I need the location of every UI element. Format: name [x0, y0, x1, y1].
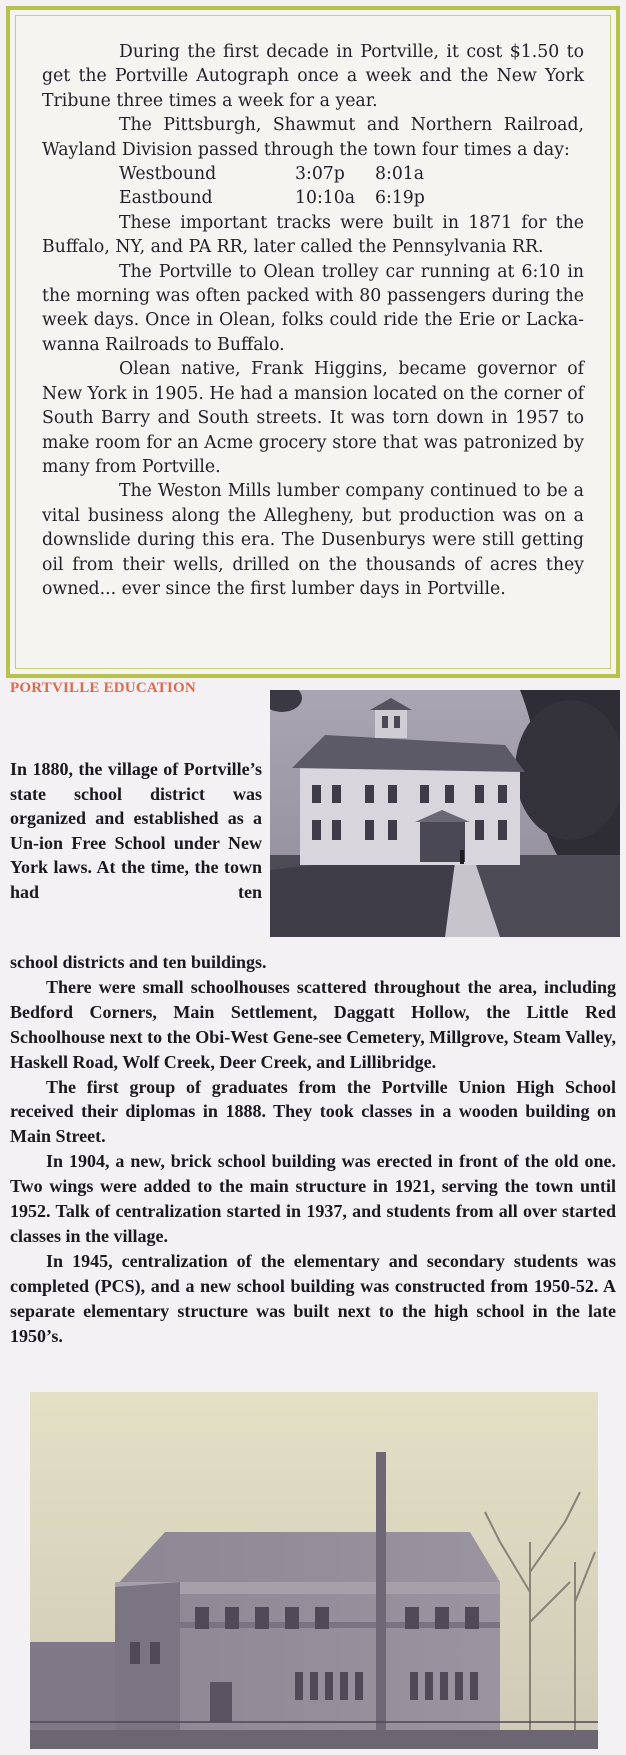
schedule-time: 8:01a — [375, 164, 425, 185]
education-lead-text: In 1880, the village of Portville’s state school district was organized and established as a Un-ion Free School under New York laws. At the time, the town had ten — [10, 759, 262, 902]
schoolhouse-illustration — [270, 690, 620, 937]
brick-school-illustration — [30, 1392, 598, 1749]
schedule-direction: Eastbound — [119, 188, 213, 209]
paragraph-schoolhouses: There were small schoolhouses scattered throughout the area, including Bedford Corners, Main Settlement, Daggatt Hollow, the Little Red Schoolhouse next to the Obi-West Gene-see Cemetery, Millgrove, Steam Valley, Haskell Road, Wolf Creek, Deer Creek, and Lillibridge. — [10, 976, 616, 1072]
paragraph-tracks: These important tracks were built in 1871 for the Buffalo, NY, and PA RR, later called the Pennsylvania RR. — [42, 212, 584, 258]
paragraph-centralization: In 1945, centralization of the elementary and secondary students was completed (PCS), and a new school building was constructed from 1950-52. A separate elementary structure was built next to the high school in the late 1950’s. — [10, 1250, 616, 1346]
paragraph-railroad: The Pittsburgh, Shawmut and Northern Railroad, Wayland Division passed through the town four times a day: — [42, 115, 584, 160]
section-title: PORTVILLE EDUCATION — [10, 680, 196, 696]
train-schedule — [42, 162, 584, 211]
paragraph-lumber: The Weston Mills lumber company continued to be a vital business along the Allegheny, but production was on a downslide during this era. The Dusenburys were still getting oil from their wells, drilled on the thousands of acres they owned... ever since the first lumber days in Portville. — [42, 481, 584, 599]
old-schoolhouse-photo — [270, 690, 620, 937]
paragraph-brick-building: In 1904, a new, brick school building was erected in front of the old one. Two wings were added to the main structure in 1921, serving the town until 1952. Talk of centralization started in 1937, and students from all over started classes in the village. — [10, 1151, 616, 1246]
schedule-time: 3:07p — [295, 164, 345, 185]
schedule-direction: Westbound — [119, 164, 217, 185]
paragraph-newspaper-cost: During the first decade in Portville, it cost $1.50 to get the Portville Autograph once a week and the New York Tribune three times a week for a year. — [42, 42, 584, 111]
schedule-time: 10:10a — [295, 188, 356, 209]
education-lead-continuation: school districts and ten buildings. — [10, 952, 267, 972]
brick-school-photo — [30, 1392, 598, 1749]
paragraph-trolley: The Portville to Olean trolley car running at 6:10 in the morning was often packed with 80 passengers during the week days. Once in Olean, folks could ride the Erie or Lacka-wanna Railroads to Buffalo. — [42, 261, 584, 355]
paragraph-first-graduates: The first group of graduates from the Portville Union High School received their diplomas in 1888. They took classes in a wooden building on Main Street. — [10, 1076, 616, 1147]
paragraph-higgins: Olean native, Frank Higgins, became governor of New York in 1905. He had a mansion located on the corner of South Barry and South streets. It was torn down in 1957 to make room for an Acme grocery store that was patronized by many from Portville. — [42, 359, 584, 477]
article-box — [6, 6, 620, 678]
education-body — [10, 950, 616, 1349]
schedule-time: 6:19p — [375, 188, 425, 209]
article-box-inner — [15, 15, 611, 669]
